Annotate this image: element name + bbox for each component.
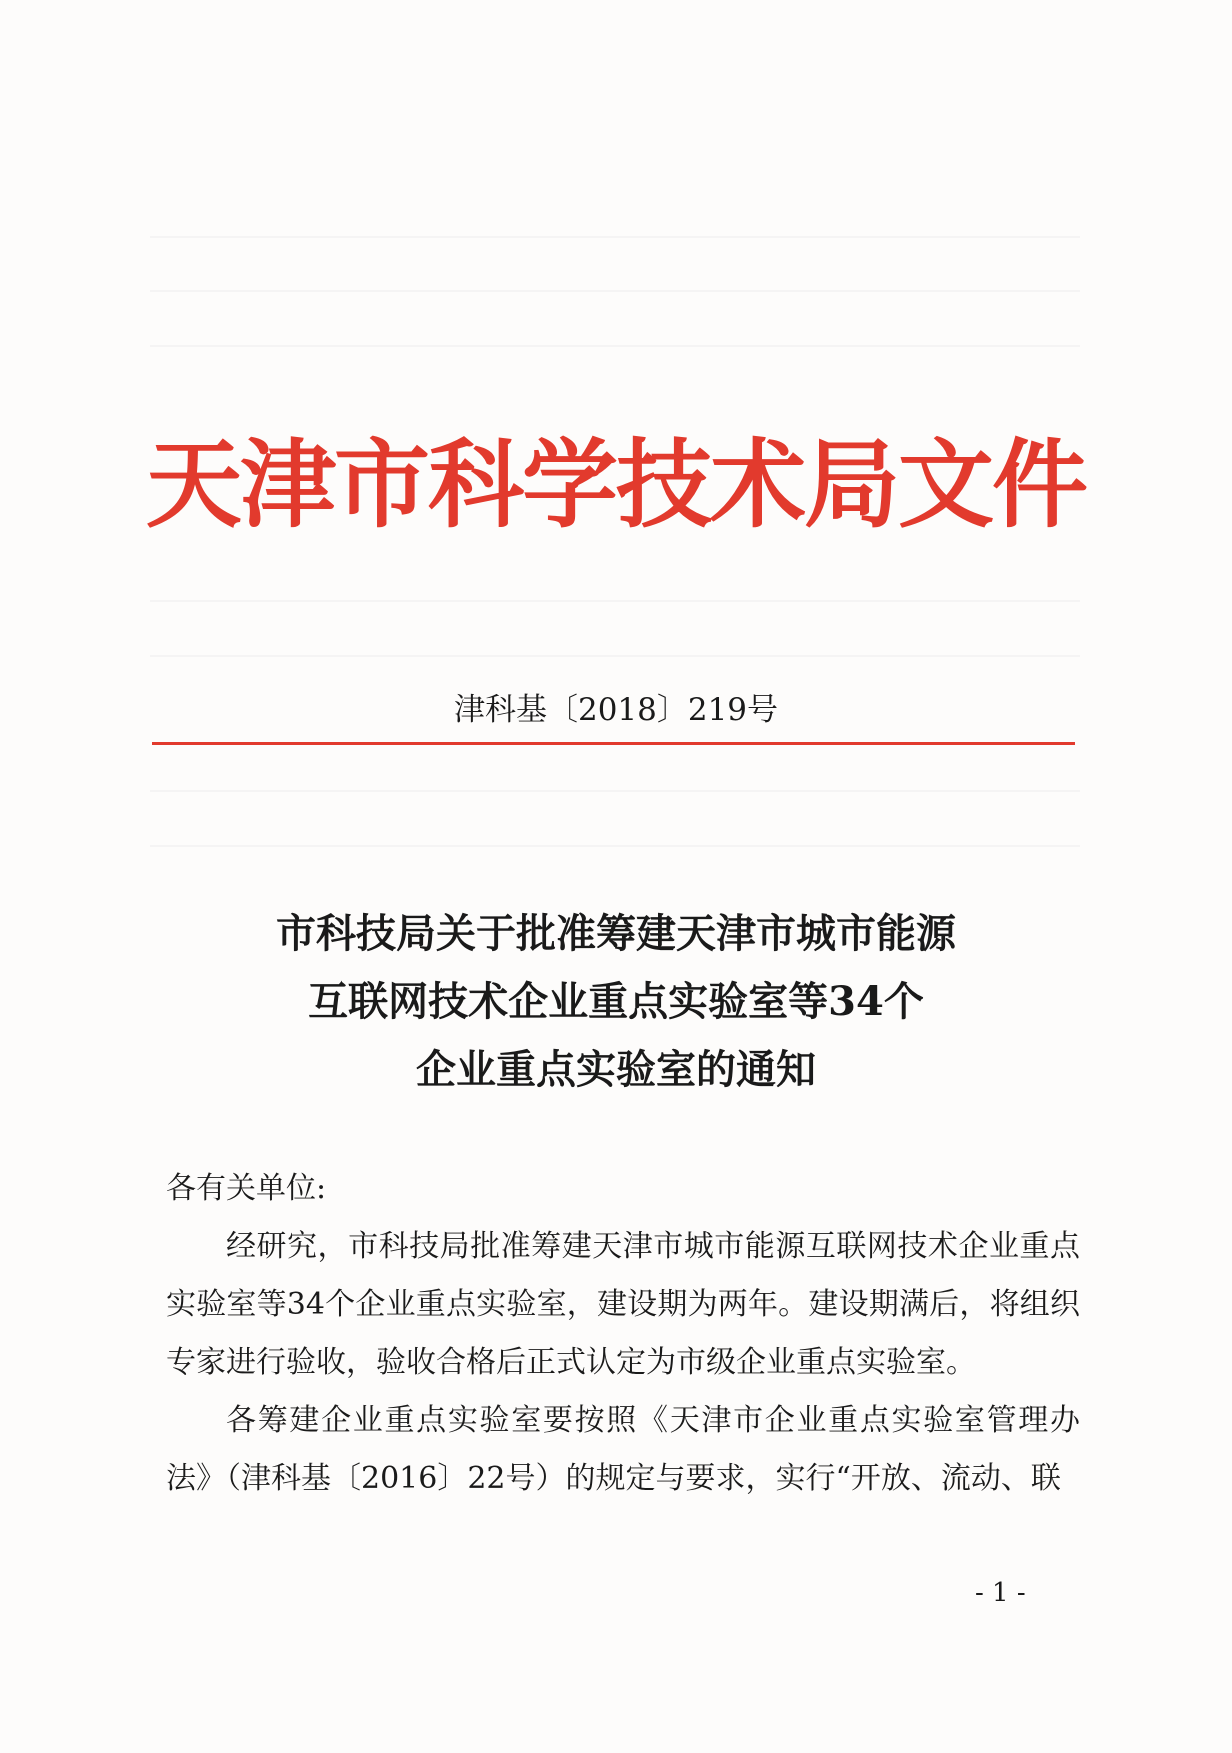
bleed-through-line [150,600,1080,602]
title-line: 互联网技术企业重点实验室等34个 [308,978,924,1025]
document-number: 津科基〔2018〕219号 [453,692,779,728]
bleed-through-line [150,845,1080,847]
body-paragraph: 经研究，市科技局批准筹建天津市城市能源互联网技术企业重点实验室等34个企业重点实验室，建设期为两年。建设期满后，将组织专家进行验收，验收合格后正式认定为市级企业重点实验室。 [166,1229,1080,1380]
bleed-through-line [150,655,1080,657]
document-title [0,900,1232,1104]
title-line: 企业重点实验室的通知 [416,1046,816,1093]
title-line: 市科技局关于批准筹建天津市城市能源 [276,910,956,957]
issuer-header: 天津市科学技术局文件 [146,428,1086,541]
bleed-through-line [150,290,1080,292]
salutation: 各有关单位: [166,1171,327,1206]
bleed-through-line [150,236,1080,238]
page-number: - 1 - [975,1578,1026,1608]
bleed-through-line [150,790,1080,792]
document-body [166,1160,1080,1508]
red-separator-line [152,742,1075,745]
bleed-through-line [150,345,1080,347]
body-paragraph: 各筹建企业重点实验室要按照《天津市企业重点实验室管理办法》（津科基〔2016〕22号）的规定与要求，实行“开放、流动、联 [166,1403,1080,1496]
